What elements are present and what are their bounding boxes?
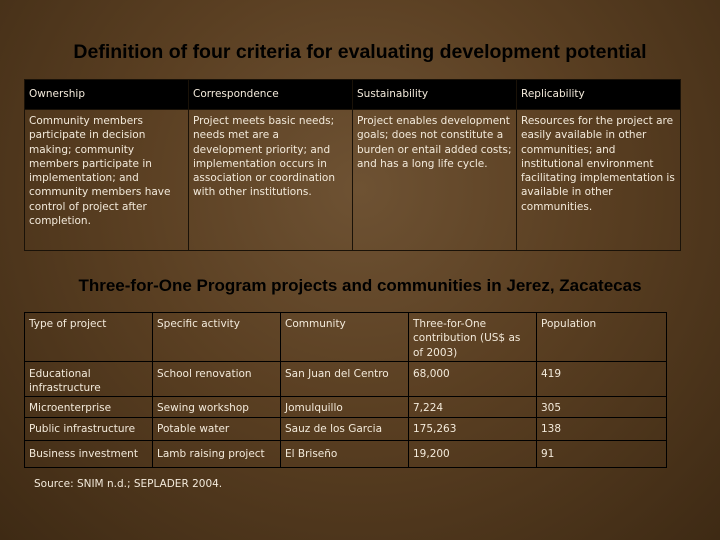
cell-contribution: 7,224 <box>409 396 537 417</box>
cell-population: 419 <box>537 362 667 397</box>
table-row <box>25 396 667 417</box>
projects-table <box>24 312 667 468</box>
sustainability-description: Project enables development goals; does not constitute a burden or entail added costs; and has a long life cycle. <box>353 110 517 251</box>
header-specific-activity: Specific activity <box>153 313 281 362</box>
criteria-header-row <box>25 80 681 110</box>
cell-community: El Briseño <box>281 440 409 467</box>
criteria-header-replicability: Replicability <box>517 80 681 110</box>
source-note: Source: SNIM n.d.; SEPLADER 2004. <box>34 478 223 490</box>
cell-activity: School renovation <box>153 362 281 397</box>
ownership-description: Community members participate in decision making; community members participate in implementation; and community members have control of project after completion. <box>25 110 189 251</box>
cell-community: San Juan del Centro <box>281 362 409 397</box>
criteria-table <box>24 79 681 251</box>
cell-activity: Potable water <box>153 417 281 440</box>
projects-title: Three-for-One Program projects and communities in Jerez, Zacatecas <box>78 276 642 295</box>
replicability-description: Resources for the project are easily available in other communities; and institutional environment facilitating implementation is available in other communities. <box>517 110 681 251</box>
correspondence-description: Project meets basic needs; needs met are a development priority; and implementation occurs in association or coordination with other institutions. <box>189 110 353 251</box>
cell-activity: Lamb raising project <box>153 440 281 467</box>
criteria-title: Definition of four criteria for evaluating development potential <box>73 41 647 63</box>
cell-type: Educational infrastructure <box>25 362 153 397</box>
table-row <box>25 440 667 467</box>
cell-contribution: 19,200 <box>409 440 537 467</box>
cell-population: 138 <box>537 417 667 440</box>
cell-contribution: 175,263 <box>409 417 537 440</box>
criteria-header-ownership: Ownership <box>25 80 189 110</box>
header-contribution: Three-for-One contribution (US$ as of 2003) <box>409 313 537 362</box>
header-type-of-project: Type of project <box>25 313 153 362</box>
table-row <box>25 417 667 440</box>
cell-type: Public infrastructure <box>25 417 153 440</box>
cell-community: Sauz de los Garcia <box>281 417 409 440</box>
header-community: Community <box>281 313 409 362</box>
header-population: Population <box>537 313 667 362</box>
cell-population: 91 <box>537 440 667 467</box>
cell-population: 305 <box>537 396 667 417</box>
cell-community: Jomulquillo <box>281 396 409 417</box>
criteria-header-correspondence: Correspondence <box>189 80 353 110</box>
cell-contribution: 68,000 <box>409 362 537 397</box>
cell-type: Microenterprise <box>25 396 153 417</box>
criteria-header-sustainability: Sustainability <box>353 80 517 110</box>
criteria-description-row <box>25 110 681 251</box>
table-row <box>25 362 667 397</box>
cell-type: Business investment <box>25 440 153 467</box>
projects-header-row <box>25 313 667 362</box>
cell-activity: Sewing workshop <box>153 396 281 417</box>
